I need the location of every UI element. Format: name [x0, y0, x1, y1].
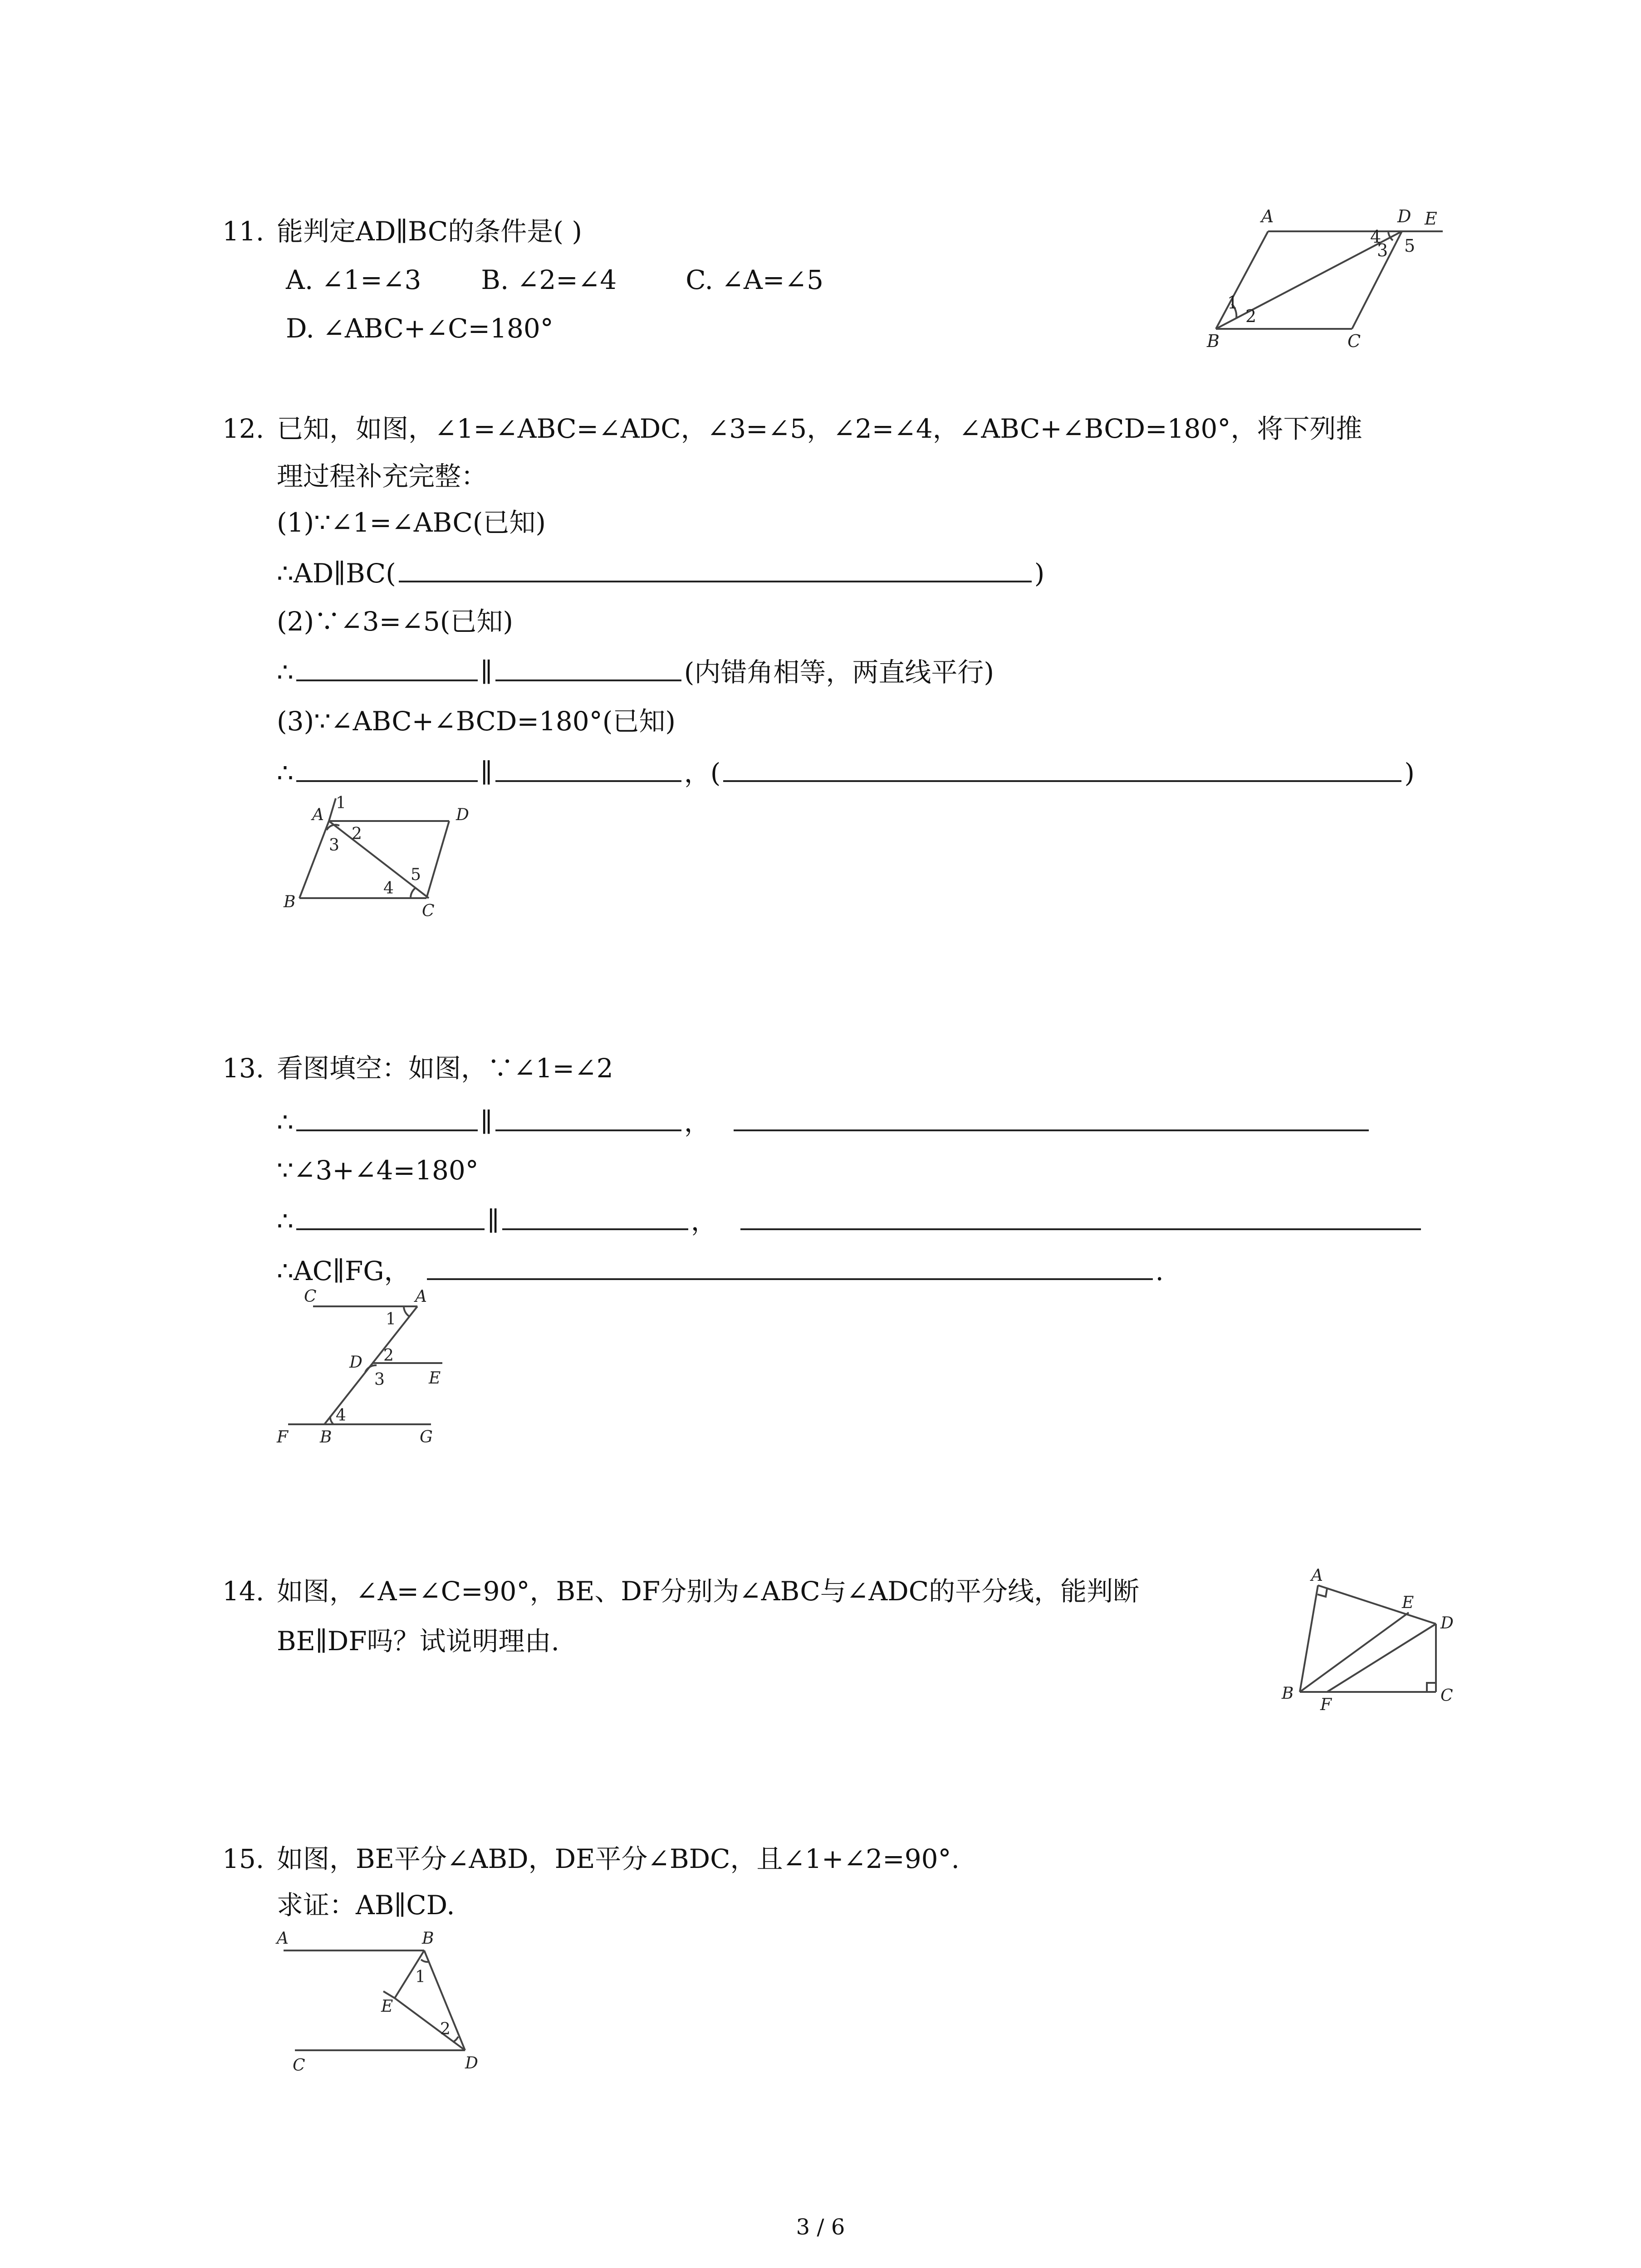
- q14-stem-line1: [222, 1573, 1139, 1609]
- f13-angle-4: 4: [336, 1406, 346, 1425]
- q11-option-c[interactable]: C. ∠A=∠5: [686, 264, 823, 295]
- q12-blank-line-d[interactable]: [495, 754, 681, 782]
- q13-blank-3-reason[interactable]: [740, 1202, 1421, 1230]
- f14-label-d: D: [1440, 1614, 1454, 1633]
- q14-figure: [1270, 1560, 1474, 1719]
- f14-label-e: E: [1402, 1593, 1414, 1612]
- q11-option-d[interactable]: D. ∠ABC+∠C=180°: [286, 313, 554, 344]
- q13-line3: [277, 1202, 1424, 1239]
- therefore-symbol: ∴: [277, 1107, 294, 1138]
- f13-label-f: F: [277, 1428, 288, 1447]
- f15-label-b: B: [422, 1929, 434, 1948]
- q13-blank-1a[interactable]: [296, 1103, 478, 1131]
- f13-label-g: G: [420, 1428, 433, 1447]
- q12-step2: (2)∵∠3=∠5(已知): [277, 606, 514, 637]
- therefore-symbol: ∴: [277, 758, 294, 788]
- parallel-symbol: ∥: [480, 657, 493, 688]
- parallel-symbol: ∥: [480, 1107, 493, 1138]
- f12-label-d: D: [456, 806, 469, 824]
- f13-label-b: B: [320, 1428, 332, 1447]
- q12-blank-line-b[interactable]: [495, 653, 681, 681]
- q13-number: 13.: [222, 1053, 265, 1084]
- f15-angle-1: 1: [415, 1968, 426, 1986]
- therefore-symbol: ∴: [277, 657, 294, 688]
- f11-label-b: B: [1207, 331, 1220, 351]
- q12-blank-line-a[interactable]: [296, 653, 478, 681]
- q13-line2: ∵∠3+∠4=180°: [277, 1155, 479, 1186]
- f11-angle-4: 4: [1370, 227, 1381, 247]
- f14-label-b: B: [1282, 1684, 1294, 1703]
- q15-stem-line1: [222, 1841, 960, 1877]
- q14-number: 14.: [222, 1576, 265, 1607]
- f13-label-e: E: [429, 1369, 441, 1388]
- f13-label-d: D: [349, 1353, 362, 1372]
- f15-label-c: C: [293, 2056, 305, 2075]
- q12-l2-prefix: ∴AD∥BC(: [277, 558, 396, 589]
- q12-step1-conclusion: [277, 554, 1044, 591]
- q13-blank-4-reason[interactable]: [427, 1252, 1153, 1280]
- f14-label-a: A: [1311, 1566, 1323, 1585]
- q12-number: 12.: [222, 413, 265, 444]
- q13-blank-1b[interactable]: [495, 1103, 681, 1131]
- f12-angle-4: 4: [383, 879, 394, 898]
- f11-angle-2: 2: [1245, 306, 1257, 326]
- f14-label-c: C: [1440, 1686, 1453, 1705]
- q12-text-1: 已知，如图，∠1=∠ABC=∠ADC，∠3=∠5，∠2=∠4，∠ABC+∠BCD=180°，将下列推: [277, 413, 1362, 444]
- f12-angle-2: 2: [352, 825, 362, 843]
- f14-label-f: F: [1320, 1696, 1332, 1714]
- q11-options-row2: [286, 310, 554, 347]
- q13-blank-3a[interactable]: [296, 1202, 485, 1230]
- f13-angle-2: 2: [383, 1346, 394, 1365]
- comma: ，: [684, 1107, 710, 1138]
- parallel-symbol: ∥: [480, 758, 493, 788]
- q12-step2-conclusion: [277, 653, 994, 690]
- parallel-symbol: ∥: [487, 1206, 500, 1237]
- q13-line1: [277, 1103, 1372, 1140]
- q15-figure: [268, 1923, 504, 2087]
- q11-options-row1: [286, 262, 823, 298]
- f15-angle-2: 2: [440, 2020, 451, 2038]
- q12-blank-line-c[interactable]: [296, 754, 478, 782]
- f12-label-b: B: [284, 893, 296, 911]
- q11-stem: [222, 213, 582, 249]
- q14-stem-line2: BE∥DF吗？试说明理由.: [277, 1626, 559, 1657]
- q14-text-1: 如图，∠A=∠C=90°，BE、DF分别为∠ABC与∠ADC的平分线，能判断: [277, 1576, 1140, 1607]
- q12-l2-suffix: ): [1034, 558, 1045, 589]
- q13-blank-3b[interactable]: [502, 1202, 688, 1230]
- q12-blank-reason-3[interactable]: [723, 754, 1401, 782]
- f13-angle-3: 3: [374, 1370, 385, 1389]
- therefore-symbol: ∴: [277, 1206, 294, 1237]
- q12-step3-conclusion: [277, 754, 1415, 791]
- f13-label-c: C: [304, 1287, 317, 1306]
- q15-text-1: 如图，BE平分∠ABD，DE平分∠BDC，且∠1+∠2=90°.: [277, 1843, 960, 1874]
- f11-angle-1: 1: [1227, 293, 1239, 313]
- comma: ，: [691, 1206, 717, 1237]
- q13-l4-prefix: ∴AC∥FG，: [277, 1256, 411, 1286]
- q13-blank-1-reason[interactable]: [734, 1103, 1369, 1131]
- f12-label-c: C: [422, 902, 435, 920]
- q11-option-a[interactable]: A. ∠1=∠3: [286, 264, 421, 295]
- f11-label-d: D: [1397, 206, 1411, 226]
- q13-figure: [272, 1279, 481, 1452]
- q11-figure: [1198, 200, 1452, 354]
- f11-label-e: E: [1425, 209, 1437, 229]
- q15-stem-line2: 求证：AB∥CD.: [277, 1890, 455, 1921]
- q13-stem: [222, 1050, 613, 1086]
- q12-l6-sep: ，(: [684, 758, 721, 788]
- f11-label-a: A: [1261, 206, 1274, 226]
- f15-label-a: A: [277, 1929, 289, 1948]
- q12-blank-reason-1[interactable]: [399, 554, 1032, 582]
- q11-number: 11.: [222, 216, 265, 247]
- f12-angle-3: 3: [329, 836, 339, 855]
- q12-reason-text: (内错角相等，两直线平行): [684, 657, 994, 688]
- q12-step1: (1)∵∠1=∠ABC(已知): [277, 507, 546, 538]
- f15-label-d: D: [465, 2054, 478, 2072]
- q12-stem-line1: [222, 411, 1362, 447]
- q15-number: 15.: [222, 1843, 265, 1874]
- f12-label-a: A: [312, 806, 324, 824]
- period: .: [1155, 1256, 1164, 1286]
- q12-figure: [272, 789, 490, 925]
- f11-angle-3: 3: [1377, 240, 1388, 260]
- f12-angle-5: 5: [411, 865, 421, 884]
- f13-angle-1: 1: [386, 1310, 396, 1329]
- q11-text: 能判定AD∥BC的条件是( ): [277, 216, 582, 247]
- f11-angle-5: 5: [1404, 236, 1416, 256]
- q12-stem-line2: 理过程补充完整：: [277, 461, 488, 492]
- f12-angle-1: 1: [336, 794, 346, 812]
- f11-label-c: C: [1347, 331, 1361, 351]
- q12-l6-close: ): [1404, 758, 1415, 788]
- f13-label-a: A: [415, 1287, 427, 1306]
- q13-text: 看图填空：如图，∵∠1=∠2: [277, 1053, 613, 1084]
- page-number: 3 / 6: [796, 2214, 845, 2240]
- q11-option-b[interactable]: B. ∠2=∠4: [481, 264, 617, 295]
- q12-step3: (3)∵∠ABC+∠BCD=180°(已知): [277, 706, 676, 737]
- f15-label-e: E: [381, 1997, 393, 2016]
